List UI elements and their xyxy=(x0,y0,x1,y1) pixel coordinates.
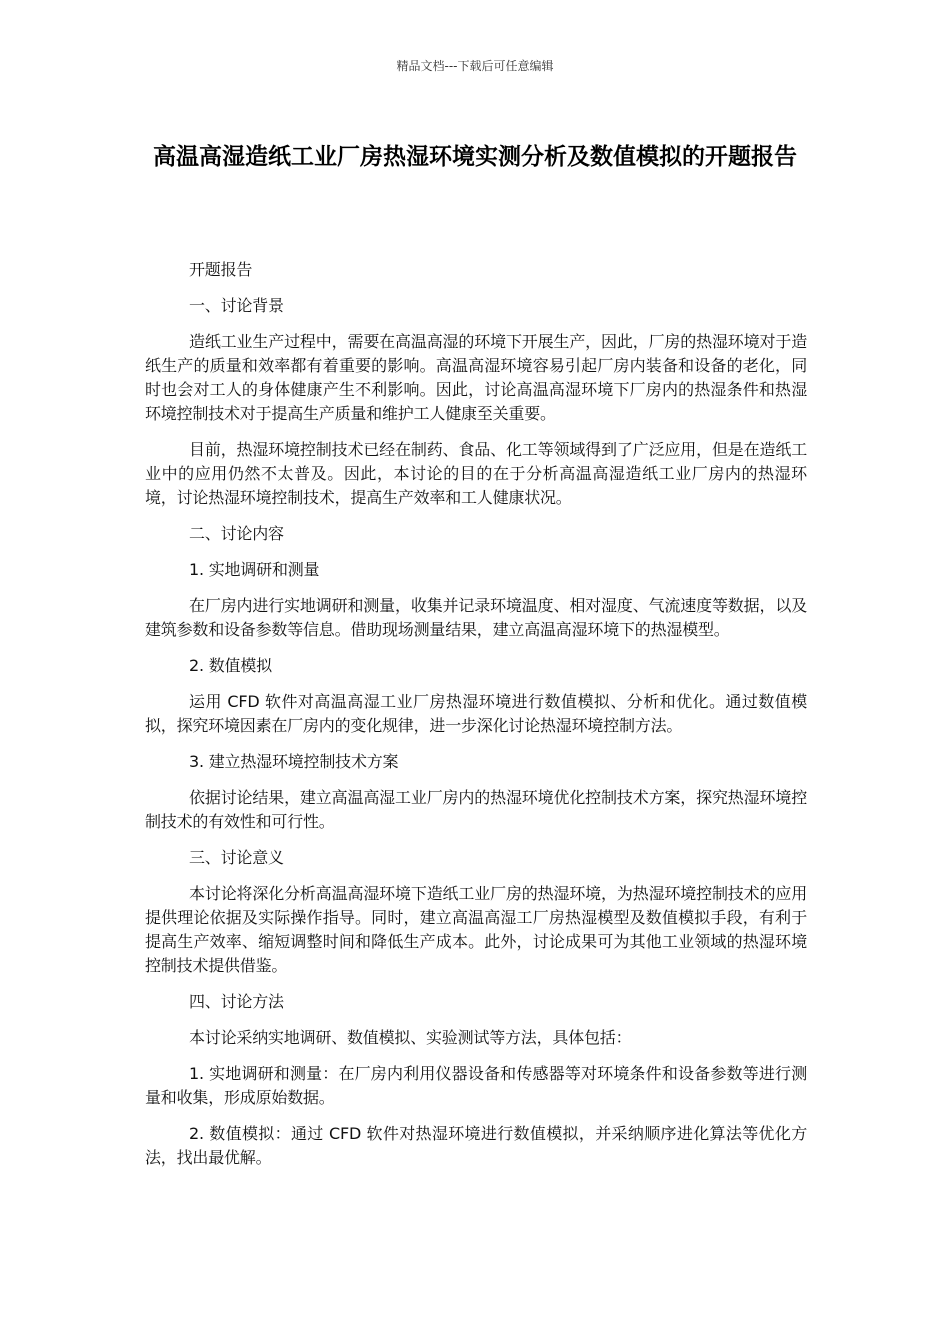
subsection-heading: 2. 数值模拟 xyxy=(189,656,272,675)
subsection-heading: 1. 实地调研和测量 xyxy=(189,560,320,579)
list-item: 2. 数值模拟：通过 CFD 软件对热湿环境进行数值模拟，并采纳顺序进化算法等优化方法，找出最优解。 xyxy=(145,1124,807,1167)
section-heading-content: 二、讨论内容 xyxy=(189,524,284,543)
subsection-heading: 3. 建立热湿环境控制技术方案 xyxy=(189,752,399,771)
page-header: 精品文档---下载后可任意编辑 xyxy=(396,59,554,73)
paragraph-heading: 开题报告 xyxy=(189,260,253,279)
paragraph: 依据讨论结果，建立高温高湿工业厂房内的热湿环境优化控制技术方案，探究热湿环境控制技术的有效性和可行性。 xyxy=(145,788,807,831)
section-heading-methods: 四、讨论方法 xyxy=(189,992,284,1011)
paragraph: 本讨论采纳实地调研、数值模拟、实验测试等方法，具体包括： xyxy=(189,1028,632,1047)
paragraph: 目前，热湿环境控制技术已经在制药、食品、化工等领域得到了广泛应用，但是在造纸工业中的应用仍然不太普及。因此，本讨论的目的在于分析高温高湿造纸工业厂房内的热湿环境，讨论热湿环境控制技术，提高生产效率和工人健康状况。 xyxy=(145,440,807,507)
section-heading-background: 一、讨论背景 xyxy=(189,296,284,315)
section-heading-significance: 三、讨论意义 xyxy=(189,848,284,867)
document-title: 高温高湿造纸工业厂房热湿环境实测分析及数值模拟的开题报告 xyxy=(153,144,797,170)
paragraph: 本讨论将深化分析高温高湿环境下造纸工业厂房的热湿环境，为热湿环境控制技术的应用提供理论依据及实际操作指导。同时，建立高温高湿工厂房热湿模型及数值模拟手段，有利于提高生产效率、缩短调整时间和降低生产成本。此外，讨论成果可为其他工业领域的热湿环境控制技术提供借鉴。 xyxy=(145,884,807,975)
paragraph: 在厂房内进行实地调研和测量，收集并记录环境温度、相对湿度、气流速度等数据，以及建筑参数和设备参数等信息。借助现场测量结果，建立高温高湿环境下的热湿模型。 xyxy=(145,596,807,639)
document-body xyxy=(145,258,807,1182)
paragraph: 运用 CFD 软件对高温高湿工业厂房热湿环境进行数值模拟、分析和优化。通过数值模拟，探究环境因素在厂房内的变化规律，进一步深化讨论热湿环境控制方法。 xyxy=(145,692,807,735)
paragraph: 造纸工业生产过程中，需要在高温高湿的环境下开展生产，因此，厂房的热湿环境对于造纸生产的质量和效率都有着重要的影响。高温高湿环境容易引起厂房内装备和设备的老化，同时也会对工人的身体健康产生不利影响。因此，讨论高温高湿环境下厂房内的热湿条件和热湿环境控制技术对于提高生产质量和维护工人健康至关重要。 xyxy=(145,332,807,423)
list-item: 1. 实地调研和测量：在厂房内利用仪器设备和传感器等对环境条件和设备参数等进行测量和收集，形成原始数据。 xyxy=(145,1064,807,1107)
